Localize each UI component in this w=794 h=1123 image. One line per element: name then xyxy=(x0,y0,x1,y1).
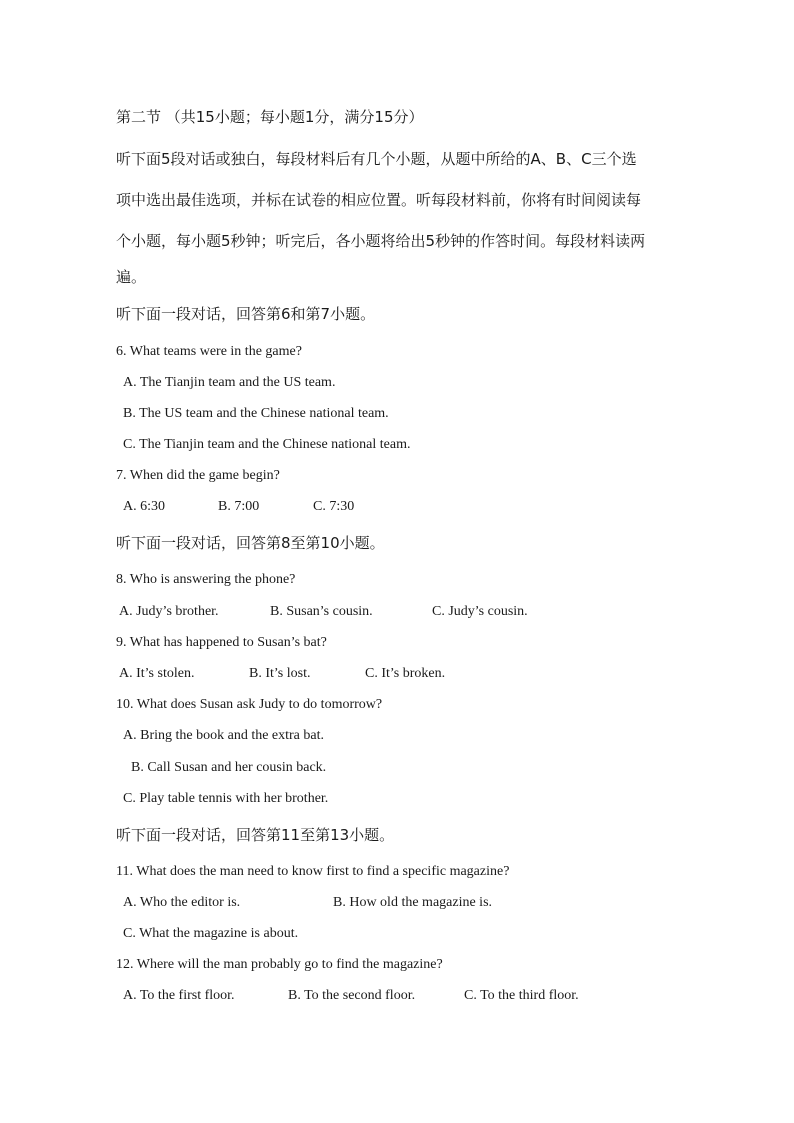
question-stem: 9. What has happened to Susan’s bat? xyxy=(116,635,327,650)
answer-option: A. Who the editor is. xyxy=(123,895,241,910)
answer-option: C. Judy’s cousin. xyxy=(432,604,528,619)
group-intro: 听下面一段对话，回答第6和第7小题。 xyxy=(116,305,376,323)
answer-option: A. Judy’s brother. xyxy=(119,604,219,619)
answer-option: B. Call Susan and her cousin back. xyxy=(131,760,327,775)
group-intro: 听下面一段对话，回答第8至第10小题。 xyxy=(116,534,385,552)
answer-option: A. Bring the book and the extra bat. xyxy=(123,728,325,743)
answer-option: C. What the magazine is about. xyxy=(123,926,299,941)
answer-option: B. Susan’s cousin. xyxy=(270,604,373,619)
answer-option: B. 7:00 xyxy=(218,499,260,514)
question-stem: 10. What does Susan ask Judy to do tomorrow? xyxy=(116,697,383,712)
instruction-line: 听下面5段对话或独白，每段材料后有几个小题，从题中所给的A、B、C三个选 xyxy=(116,150,637,168)
answer-option: B. To the second floor. xyxy=(288,988,416,1003)
answer-option: A. 6:30 xyxy=(123,499,165,514)
answer-option: C. 7:30 xyxy=(313,499,355,514)
answer-option: A. To the first floor. xyxy=(123,988,235,1003)
answer-option: C. Play table tennis with her brother. xyxy=(123,791,329,806)
instruction-line: 遍。 xyxy=(116,268,147,286)
answer-option: A. The Tianjin team and the US team. xyxy=(123,375,336,390)
question-stem: 12. Where will the man probably go to find the magazine? xyxy=(116,957,443,972)
instruction-line: 个小题，每小题5秒钟；听完后，各小题将给出5秒钟的作答时间。每段材料读两 xyxy=(116,232,646,250)
answer-option: B. It’s lost. xyxy=(249,666,311,681)
answer-option: C. To the third floor. xyxy=(464,988,579,1003)
answer-option: B. The US team and the Chinese national team. xyxy=(123,406,389,421)
instruction-line: 项中选出最佳选项，并标在试卷的相应位置。听每段材料前，你将有时间阅读每 xyxy=(116,191,642,209)
question-stem: 8. Who is answering the phone? xyxy=(116,572,296,587)
answer-option: A. It’s stolen. xyxy=(119,666,195,681)
answer-option: C. It’s broken. xyxy=(365,666,446,681)
section-title: 第二节 （共15小题；每小题1分，满分15分） xyxy=(116,108,424,126)
answer-option: C. The Tianjin team and the Chinese national team. xyxy=(123,437,411,452)
question-stem: 11. What does the man need to know first to find a specific magazine? xyxy=(116,864,510,879)
answer-option: B. How old the magazine is. xyxy=(333,895,493,910)
question-stem: 6. What teams were in the game? xyxy=(116,344,302,359)
group-intro: 听下面一段对话，回答第11至第13小题。 xyxy=(116,826,395,844)
question-stem: 7. When did the game begin? xyxy=(116,468,280,483)
